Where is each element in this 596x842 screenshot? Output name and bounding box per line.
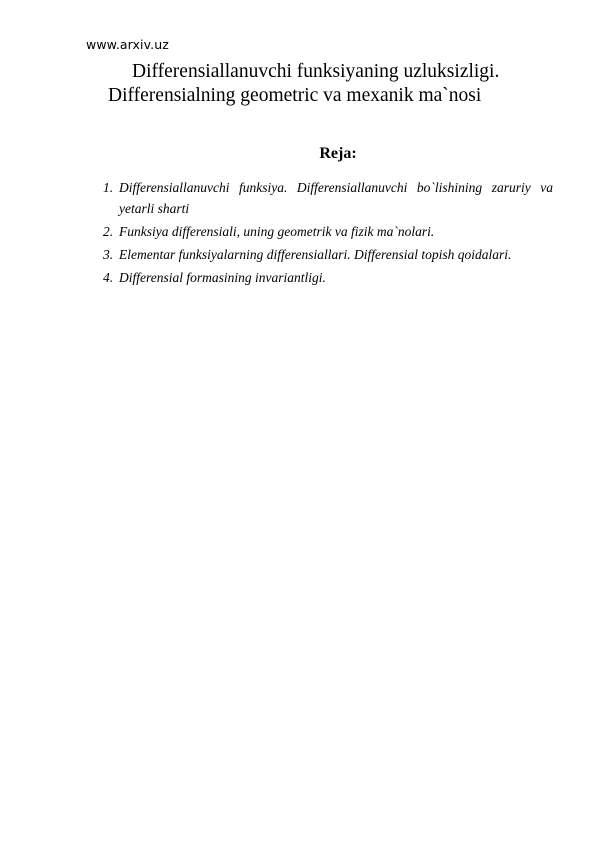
plan-heading: Reja: [319, 145, 357, 162]
title-line-1: Differensiallanuvchi funksiyaning uzluksizligi. [132, 61, 500, 82]
title-line-2: Differensialning geometric va mexanik ma`nosi [108, 85, 482, 106]
plan-item-1 [103, 177, 553, 219]
site-url: www.arxiv.uz [86, 37, 169, 52]
plan-item-2 [103, 221, 553, 242]
plan-item-number: 3. [103, 247, 114, 262]
plan-item-number: 4. [103, 270, 114, 285]
document-title [60, 60, 580, 108]
plan-item-3 [103, 244, 553, 265]
plan-item-4 [103, 267, 553, 288]
plan-item-text: Differensial formasining invariantligi. [119, 270, 326, 285]
plan-item-text: Elementar funksiyalarning differensiallari. Differensial topish qoidalari. [119, 247, 512, 262]
plan-item-text: Funksiya differensiali, uning geometrik va fizik ma`nolari. [119, 224, 435, 239]
plan-item-number: 2. [103, 224, 114, 239]
plan-item-number: 1. [103, 180, 114, 195]
plan-item-text: Differensiallanuvchi funksiya. Differensiallanuvchi bo`lishining zaruriy va yetarli sharti [119, 180, 553, 216]
plan-list [103, 177, 553, 290]
